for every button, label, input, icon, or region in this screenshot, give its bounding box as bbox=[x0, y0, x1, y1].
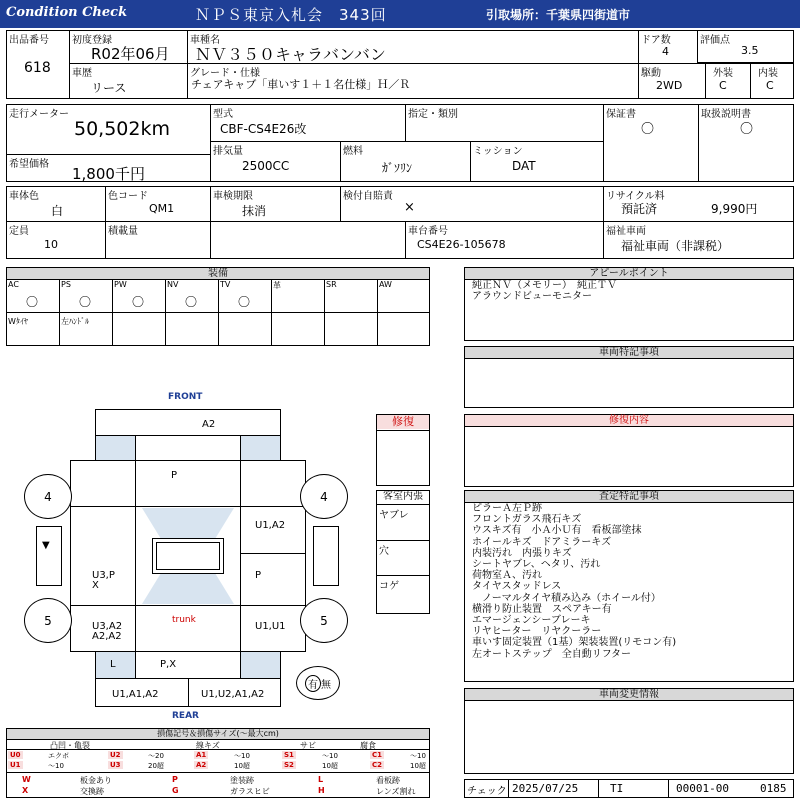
trunk bbox=[135, 605, 241, 652]
legend-code: 〜10 bbox=[410, 752, 426, 760]
check-date: 2025/07/25 bbox=[512, 782, 579, 795]
history: リース bbox=[91, 81, 127, 95]
score: 3.5 bbox=[741, 44, 759, 57]
legend-code: U0 bbox=[10, 751, 21, 759]
front-bumper-damage: A2 bbox=[202, 419, 216, 430]
rear-label: REAR bbox=[172, 711, 199, 721]
rear-bumper-left-damage: U1,A1,A2 bbox=[112, 689, 159, 700]
first-registration: R02年06月 bbox=[91, 45, 170, 63]
legend-code: S2 bbox=[284, 761, 294, 769]
class-cell: 指定・類別 bbox=[408, 109, 458, 120]
left-rear-door-damage: U3,P bbox=[92, 570, 115, 581]
equip-extra: Wﾀｲﾔ bbox=[8, 317, 28, 326]
manual: 〇 bbox=[740, 122, 754, 137]
left-front-fender bbox=[70, 460, 136, 507]
equip-label-革: 革 bbox=[273, 281, 281, 290]
legend-mark: L bbox=[318, 775, 324, 784]
model-name: ＮＶ３５０キャラバンバン bbox=[195, 45, 386, 64]
legend-mark: H bbox=[318, 786, 325, 795]
legend-code: U1 bbox=[10, 761, 21, 769]
rear-gate-damage: P,X bbox=[160, 659, 177, 670]
grade: チェアキャブ「車いす１＋１名仕様」Ｈ／Ｒ bbox=[191, 78, 411, 91]
chassis-number: CS4E26-105678 bbox=[417, 238, 506, 251]
inspection-note: タイヤスタッドレス bbox=[472, 581, 562, 593]
legend-mark: 交換跡 bbox=[80, 787, 104, 796]
capacity-cell: 定員 10 bbox=[9, 226, 58, 251]
front-label: FRONT bbox=[168, 392, 203, 402]
welfare-vehicle: 福祉車両（非課税） bbox=[621, 239, 730, 253]
inspection-note: エマージェンシーブレーキ bbox=[472, 615, 591, 627]
legend-code: S1 bbox=[284, 751, 294, 759]
mission: DAT bbox=[512, 159, 536, 173]
spare-yes: 有 bbox=[305, 675, 321, 692]
first-reg-cell: 初度登録 R02年06月 bbox=[72, 35, 170, 63]
special-notes-title: 車両特記事項 bbox=[465, 347, 793, 358]
auction-name: ＮＰＳ東京入札会 343回 bbox=[195, 6, 387, 24]
fuel-cell: 燃料 ｶﾞｿﾘﾝ bbox=[343, 146, 413, 175]
spare-no: 無 bbox=[321, 679, 331, 691]
header-bar bbox=[0, 0, 800, 28]
tire-front-right: 4 bbox=[300, 474, 348, 519]
welfare-cell: 福祉車両 福祉車両（非課税） bbox=[606, 226, 730, 253]
inspection-note: ホイールキズ ドアミラーキズ bbox=[472, 536, 612, 548]
sunroof-area bbox=[156, 542, 220, 570]
legend-code: 10超 bbox=[234, 762, 250, 770]
right-side-step bbox=[313, 526, 339, 586]
mission-cell: ミッション DAT bbox=[473, 146, 536, 173]
warranty-cell: 保証書 〇 bbox=[606, 109, 655, 137]
inspection-note: ピラーＡ左Ｐ跡 bbox=[472, 503, 542, 514]
front-right-light bbox=[240, 435, 281, 461]
right-front-door-damage: U1,A2 bbox=[255, 520, 286, 531]
inspection-expiry: 抹消 bbox=[242, 204, 267, 218]
legend-head: サビ bbox=[300, 741, 316, 750]
color-code: QM1 bbox=[149, 202, 175, 215]
front-bumper bbox=[95, 409, 281, 436]
equip-label-tv: TV bbox=[220, 280, 231, 289]
legend-head: 線キズ bbox=[196, 741, 220, 750]
price-cell: 希望価格 1,800千円 bbox=[9, 159, 145, 183]
inspection-note: リヤヒーター リヤクーラー bbox=[472, 626, 602, 638]
ext-cell: 外装 C bbox=[713, 68, 733, 92]
legend-code: U3 bbox=[110, 761, 121, 769]
repair-content-title: 修復内容 bbox=[465, 415, 793, 426]
chassis-cell: 車台番号 CS4E26-105678 bbox=[408, 226, 506, 251]
front-left-light bbox=[95, 435, 136, 461]
doors-cell: ドア数 4 bbox=[641, 35, 671, 58]
hood-damage: P bbox=[171, 470, 178, 481]
left-rear-fender-damage-2: A2,A2 bbox=[92, 631, 122, 642]
inspection-note: 左オートステップ 全自動リフター bbox=[472, 648, 631, 660]
checker: TI bbox=[610, 782, 624, 795]
tire-rear-left: 5 bbox=[24, 598, 72, 643]
mileage-cell: 走行メーター 50,502km bbox=[9, 109, 170, 140]
left-rear-fender-damage: U3,A2 bbox=[92, 621, 123, 632]
legend-mark: 塗装跡 bbox=[230, 776, 254, 785]
legend-head: 凸凹・亀裂 bbox=[50, 741, 90, 750]
doc-code: 00001-00 bbox=[676, 782, 729, 795]
liability-insurance: × bbox=[404, 200, 415, 215]
displacement-cell: 排気量 2500CC bbox=[213, 146, 290, 173]
legend-code: 10超 bbox=[410, 762, 426, 770]
left-rear-door-mark: X bbox=[92, 580, 99, 591]
equip-value-tv: 〇 bbox=[238, 295, 251, 309]
desired-price: 1,800千円 bbox=[72, 165, 145, 183]
legend-mark: 板金あり bbox=[80, 776, 112, 785]
color-code-cell: 色コード QM1 bbox=[108, 191, 175, 215]
inspection-note: ウスキズ有 小Ａ小Ｕ有 看板部塗抹 bbox=[472, 525, 642, 537]
legend-mark: 看板跡 bbox=[376, 776, 400, 785]
cabin-hole: 穴 bbox=[379, 546, 389, 557]
manual-cell: 取扱説明書 〇 bbox=[701, 109, 754, 137]
repair-title: 修復 bbox=[377, 415, 429, 429]
legend-title: 損傷記号＆損傷サイズ(〜最大cm) bbox=[7, 729, 429, 739]
equip-value-ac: 〇 bbox=[26, 295, 39, 309]
body-color: 白 bbox=[51, 204, 64, 218]
cabin-burn: コゲ bbox=[379, 581, 399, 592]
legend-mark: X bbox=[22, 786, 29, 795]
drive: 2WD bbox=[656, 79, 683, 92]
recycle-cell: リサイクル料 預託済 9,990円 bbox=[606, 191, 758, 216]
cabin-tear: ヤブレ bbox=[379, 510, 409, 521]
equip-label-aw: AW bbox=[379, 280, 392, 289]
legend-mark: P bbox=[172, 775, 178, 784]
equipment-title: 装備 bbox=[7, 268, 429, 279]
right-front-fender bbox=[240, 460, 306, 507]
inspection-notes-list bbox=[472, 503, 676, 660]
fuel: ｶﾞｿﾘﾝ bbox=[382, 161, 413, 175]
legend-code: エクボ bbox=[48, 752, 69, 760]
equip-value-nv: 〇 bbox=[185, 295, 198, 309]
equip-label-nv: NV bbox=[167, 280, 179, 289]
model-type: CBF-CS4E26改 bbox=[220, 122, 307, 136]
legend-code: A1 bbox=[196, 751, 207, 759]
right-rear-door-damage: P bbox=[255, 570, 262, 581]
legend-code: 〜10 bbox=[322, 752, 338, 760]
inspection-note: 荷物室Ａ、汚れ bbox=[472, 570, 542, 582]
spare-tire bbox=[296, 666, 340, 700]
model-cell: 車種名 ＮＶ３５０キャラバンバン bbox=[190, 35, 386, 64]
tire-rear-right: 5 bbox=[300, 598, 348, 643]
drive-cell: 駆動 2WD bbox=[641, 68, 683, 92]
rear-bumper-right-damage: U1,U2,A1,A2 bbox=[201, 689, 265, 700]
legend-code: C2 bbox=[372, 761, 383, 769]
score-cell: 評価点 3.5 bbox=[700, 35, 759, 57]
front-grille bbox=[135, 435, 241, 461]
load-cell: 積載量 bbox=[108, 226, 138, 237]
left-doors bbox=[70, 506, 136, 606]
rear-gate bbox=[135, 651, 241, 679]
legend-code: 10超 bbox=[322, 762, 338, 770]
legend-code: 〜10 bbox=[48, 762, 64, 770]
legend-code: U2 bbox=[110, 751, 121, 759]
equip-label-pw: PW bbox=[114, 280, 127, 289]
equip-value-pw: 〇 bbox=[132, 295, 145, 309]
legend-code: A2 bbox=[196, 761, 207, 769]
recycle-fee: 9,990円 bbox=[711, 202, 758, 216]
inspection-note: 車いす固定装置（1基）架装装置(リモコン有) bbox=[472, 637, 677, 649]
equip-label-ps: PS bbox=[61, 280, 71, 289]
liability-cell: 検付自賠責 × bbox=[343, 191, 415, 215]
legend-code: 〜20 bbox=[148, 752, 164, 760]
equip-label-sr: SR bbox=[326, 280, 337, 289]
body-color-cell: 車体色 白 bbox=[9, 191, 64, 218]
appeal-title: アピールポイント bbox=[465, 268, 793, 279]
equip-value-ps: 〇 bbox=[79, 295, 92, 309]
legend-code: 〜10 bbox=[234, 752, 250, 760]
history-cell: 車歴 リース bbox=[72, 68, 127, 95]
int-cell: 内装 C bbox=[758, 68, 778, 92]
mileage: 50,502km bbox=[74, 118, 170, 140]
legend-code: C1 bbox=[372, 751, 383, 759]
displacement: 2500CC bbox=[242, 159, 290, 173]
header-title: Condition Check bbox=[6, 5, 128, 20]
recycle-status: 預託済 bbox=[621, 202, 658, 216]
trunk-label: trunk bbox=[172, 615, 196, 625]
equip-label-ac: AC bbox=[8, 280, 19, 289]
cabin-lining-title: 客室内張 bbox=[383, 491, 423, 502]
warranty: 〇 bbox=[641, 122, 655, 137]
lot-number: 618 bbox=[24, 60, 51, 76]
interior-grade: C bbox=[766, 79, 774, 92]
seat-marker: ▼ bbox=[42, 540, 50, 551]
legend-mark: ガラスヒビ bbox=[230, 787, 270, 796]
rear-left-light-damage: L bbox=[110, 659, 116, 670]
inspection-notes-title: 査定特記事項 bbox=[465, 491, 793, 502]
inspection-cell: 車検期限 抹消 bbox=[213, 191, 267, 218]
pickup-location: 引取場所：千葉県四街道市 bbox=[486, 8, 631, 22]
check-label: チェック bbox=[467, 786, 507, 797]
inspection-note: シートヤブレ、ヘタリ、汚れ bbox=[472, 559, 601, 571]
lot-cell: 出品番号 618 bbox=[9, 35, 51, 76]
legend-mark: G bbox=[172, 786, 179, 795]
legend-head: 腐食 bbox=[360, 741, 376, 750]
inspection-note: 横滑り防止装置 スペアキー有 bbox=[472, 603, 612, 615]
vehicle-change-title: 車両変更情報 bbox=[465, 689, 793, 700]
legend-mark: レンズ割れ bbox=[376, 787, 416, 796]
inspection-note: フロントガラス飛石キズ bbox=[472, 514, 582, 526]
hood bbox=[135, 460, 241, 507]
inspection-note: 内装汚れ 内張りキズ bbox=[472, 547, 572, 559]
appeal-lines bbox=[472, 280, 617, 302]
equip-extra: 左ﾊﾝﾄﾞﾙ bbox=[61, 317, 89, 326]
legend-mark: W bbox=[22, 775, 31, 784]
tire-front-left: 4 bbox=[24, 474, 72, 519]
right-rear-fender-damage: U1,U1 bbox=[255, 621, 286, 632]
grade-cell: グレード・仕様 チェアキャブ「車いす１＋１名仕様」Ｈ／Ｒ bbox=[190, 68, 411, 91]
legend-code: 20超 bbox=[148, 762, 164, 770]
doc-number: 0185 bbox=[760, 782, 787, 795]
exterior-grade: C bbox=[719, 79, 727, 92]
doors: 4 bbox=[662, 45, 669, 58]
appeal-line: アラウンドビューモニター bbox=[472, 291, 592, 302]
rear-right-light bbox=[240, 651, 281, 679]
type-cell: 型式 CBF-CS4E26改 bbox=[213, 109, 307, 136]
left-side-step bbox=[36, 526, 62, 586]
capacity: 10 bbox=[44, 238, 58, 251]
inspection-note: ノーマルタイヤ積み込み（ホイール付） bbox=[472, 592, 661, 604]
appeal-line: 純正ＮＶ（メモリー） 純正ＴＶ bbox=[472, 280, 617, 291]
